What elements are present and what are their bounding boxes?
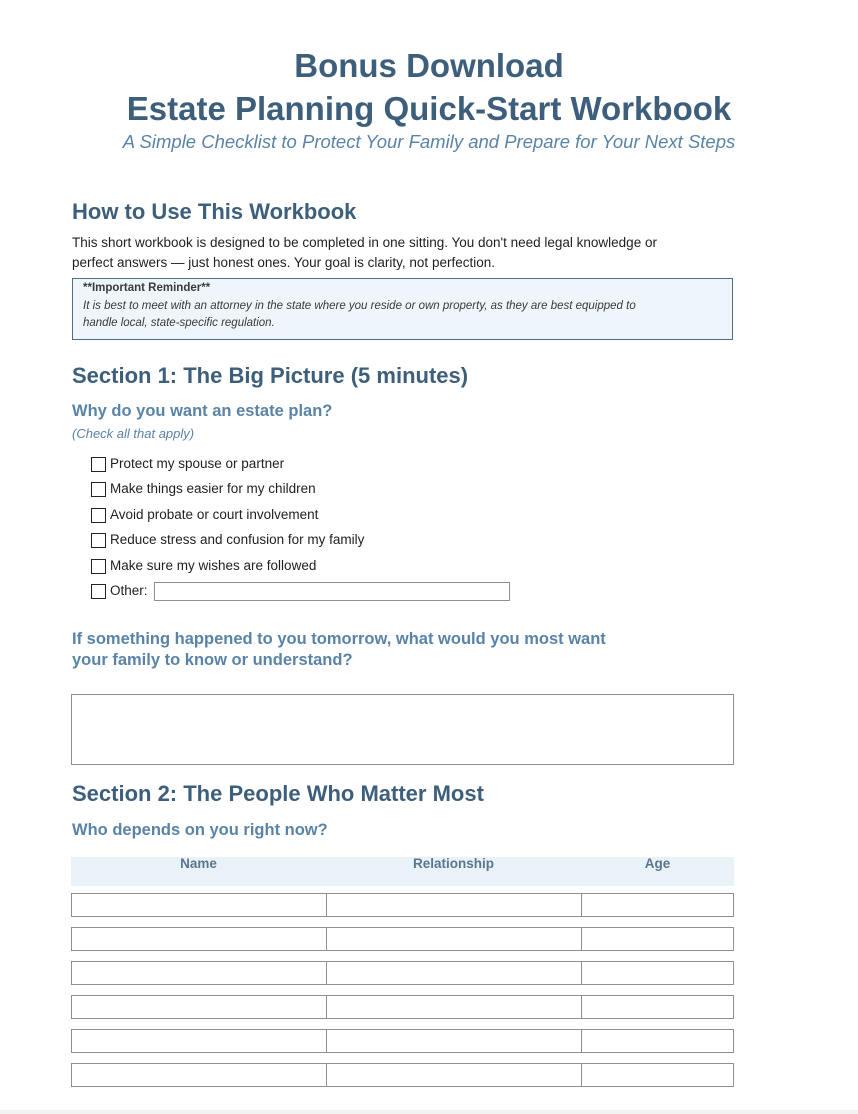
name-cell[interactable] [71, 1029, 327, 1053]
checklist-item[interactable] [91, 556, 316, 576]
relationship-cell[interactable] [326, 995, 582, 1019]
checkbox[interactable] [91, 508, 106, 523]
how-to-use-paragraph-line-2: perfect answers — just honest ones. Your goal is clarity, not perfection. [72, 255, 495, 270]
important-reminder-box [72, 278, 733, 340]
checklist-item-label: Other: [110, 583, 148, 598]
checklist-item[interactable] [91, 505, 318, 525]
dependents-table-header [71, 857, 734, 886]
age-cell[interactable] [581, 961, 734, 985]
column-header-relationship: Relationship [412, 856, 494, 871]
subtitle: A Simple Checklist to Protect Your Family and Prepare for Your Next Steps [122, 131, 736, 152]
checkbox[interactable] [91, 482, 106, 497]
name-cell[interactable] [71, 893, 327, 917]
how-to-use-heading: How to Use This Workbook [72, 199, 357, 224]
age-cell[interactable] [581, 1063, 734, 1087]
reminder-text: It is best to meet with an attorney in the state where you reside or own property, as they are best equipped to handle local, state-specific regulation. [83, 300, 636, 329]
section-1-heading: Section 1: The Big Picture (5 minutes) [72, 363, 469, 388]
checkbox[interactable] [91, 457, 106, 472]
age-cell[interactable] [581, 1029, 734, 1053]
checkbox[interactable] [91, 559, 106, 574]
age-cell[interactable] [581, 927, 734, 951]
checklist-item-label: Protect my spouse or partner [110, 456, 285, 471]
age-cell[interactable] [581, 893, 734, 917]
section-2-question-1: Who depends on you right now? [72, 821, 328, 839]
section-1-question-2-line-1: If something happened to you tomorrow, what would you most want [72, 630, 606, 648]
checklist-item-label: Make things easier for my children [110, 481, 316, 496]
how-to-use-paragraph-line-1: This short workbook is designed to be completed in one sitting. You don't need legal knowledge or [72, 235, 657, 250]
relationship-cell[interactable] [326, 927, 582, 951]
section-1-question-2-line-2: your family to know or understand? [72, 651, 353, 669]
checklist-item[interactable] [91, 479, 316, 499]
answer-text-area[interactable] [71, 694, 734, 765]
check-all-hint: (Check all that apply) [72, 426, 195, 441]
checklist-item[interactable] [91, 454, 284, 474]
section-2-heading: Section 2: The People Who Matter Most [72, 781, 484, 806]
page-bottom-edge [0, 1110, 858, 1114]
reminder-title: **Important Reminder** [83, 282, 211, 294]
checklist-item-label: Make sure my wishes are followed [110, 558, 317, 573]
relationship-cell[interactable] [326, 893, 582, 917]
age-cell[interactable] [581, 995, 734, 1019]
relationship-cell[interactable] [326, 961, 582, 985]
title-line-2: Estate Planning Quick-Start Workbook [126, 90, 732, 127]
relationship-cell[interactable] [326, 1029, 582, 1053]
checkbox[interactable] [91, 584, 106, 599]
name-cell[interactable] [71, 995, 327, 1019]
column-header-age: Age [644, 856, 671, 871]
checklist-item-other[interactable] [91, 581, 148, 601]
name-cell[interactable] [71, 961, 327, 985]
checklist-item-label: Reduce stress and confusion for my family [110, 532, 365, 547]
other-text-field[interactable] [154, 582, 510, 601]
checklist-item-label: Avoid probate or court involvement [110, 507, 319, 522]
checklist-item[interactable] [91, 530, 364, 550]
checkbox[interactable] [91, 533, 106, 548]
name-cell[interactable] [71, 927, 327, 951]
section-1-question-1: Why do you want an estate plan? [72, 402, 333, 420]
relationship-cell[interactable] [326, 1063, 582, 1087]
title-line-1: Bonus Download [294, 47, 564, 84]
name-cell[interactable] [71, 1063, 327, 1087]
column-header-name: Name [180, 856, 217, 871]
